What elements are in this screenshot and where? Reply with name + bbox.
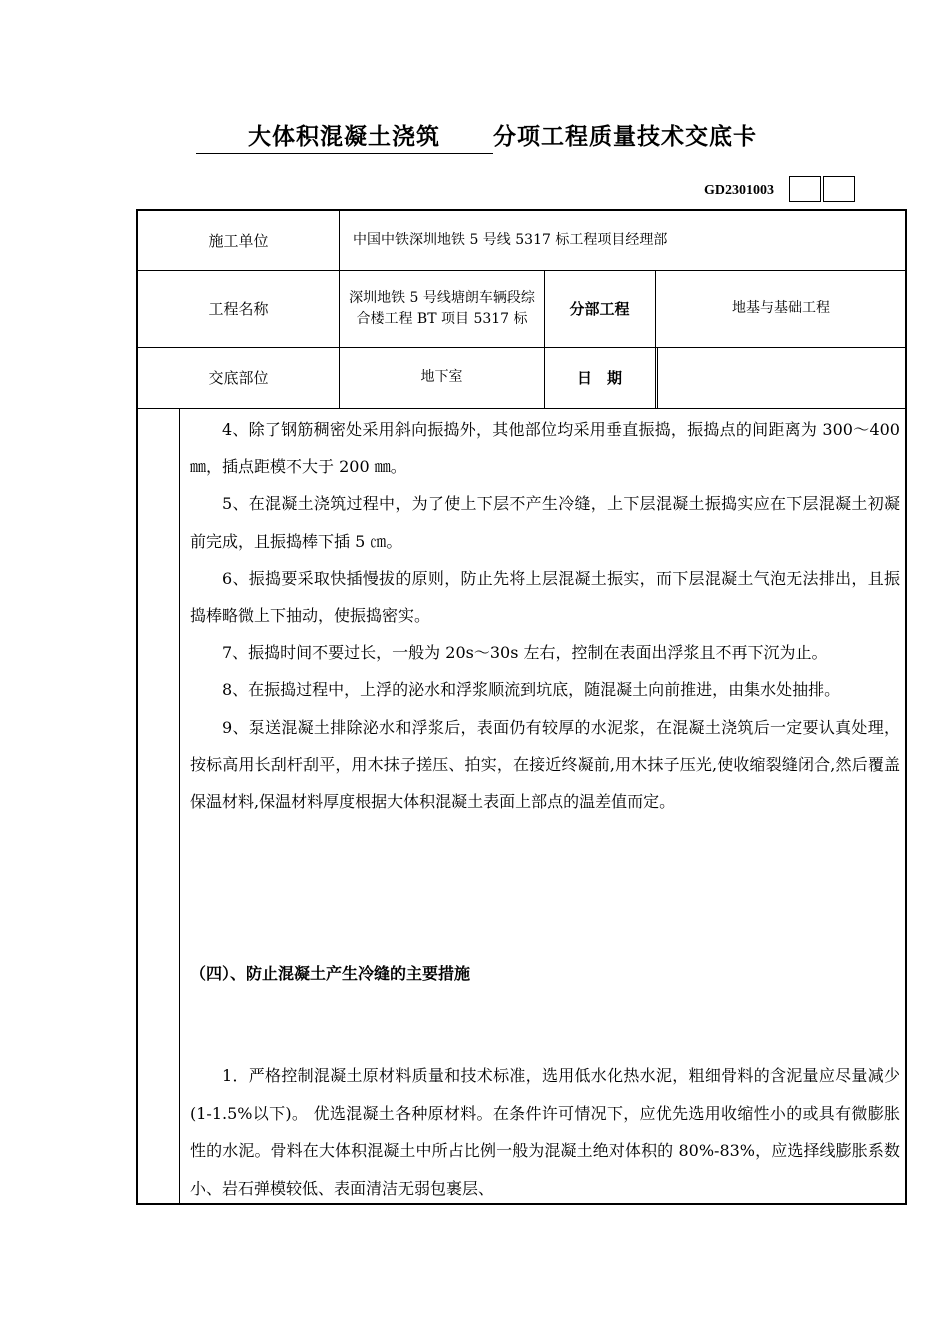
paragraph-9: 9、泵送混凝土排除泌水和浮浆后，表面仍有较厚的水泥浆，在混凝土浇筑后一定要认真处理，按标高用长刮杆刮平，用木抹子搓压、拍实，在接近终凝前,用木抹子压光,使收缩裂缝闭合,然后覆盖保温材料,保温材料厚度根据大体积混凝土表面上部点的温差值而定。 xyxy=(190,717,900,812)
project-name-value: 深圳地铁 5 号线塘朗车辆段综合楼工程 BT 项目 5317 标 xyxy=(349,289,535,327)
date-label: 日 期 xyxy=(576,369,622,387)
disclosure-location-value: 地下室 xyxy=(420,369,463,385)
construction-unit-value: 中国中铁深圳地铁 5 号线 5317 标工程项目经理部 xyxy=(353,232,668,248)
row-divider xyxy=(138,408,905,409)
section-heading: （四）、防止混凝土产生冷缝的主要措施 xyxy=(190,964,471,983)
disclosure-body xyxy=(190,411,900,820)
document-title xyxy=(0,118,950,158)
paragraph-5: 5、在混凝土浇筑过程中，为了使上下层不产生冷缝，上下层混凝土振捣实应在下层混凝土初凝前完成，且振捣棒下插 5 ㎝。 xyxy=(190,494,900,551)
measure-1: 1．严格控制混凝土原材料质量和技术标准，选用低水化热水泥，粗细骨料的含泥量应尽量减少(1-1.5%以下)。 优选混凝土各种原材料。在条件许可情况下，应优先选用收缩性小的或具有微膨胀性的水泥。骨料在大体积混凝土中所占比例一般为混凝土绝对体积的 80%-83%，应选择线膨胀系数小、岩石弹模较低、表面清洁无弱包裹层、 xyxy=(190,1066,900,1198)
title-subject: 大体积混凝土浇筑 xyxy=(248,124,440,150)
margin-column-divider xyxy=(179,408,180,1205)
paragraph-8: 8、在振捣过程中，上浮的泌水和浮浆顺流到坑底，随混凝土向前推进，由集水处抽排。 xyxy=(222,680,841,700)
code-box-2 xyxy=(823,176,855,202)
project-name-label: 工程名称 xyxy=(208,300,269,318)
title-underline xyxy=(196,153,493,154)
document-code: GD2301003 xyxy=(704,183,774,198)
paragraph-4: 4、除了钢筋稠密处采用斜向振捣外，其他部位均采用垂直振捣，振捣点的间距离为 300～400 ㎜，插点距模不大于 200 ㎜。 xyxy=(190,420,900,477)
measures-body xyxy=(190,1057,900,1207)
disclosure-location-label: 交底部位 xyxy=(208,369,269,387)
sub-project-label: 分部工程 xyxy=(569,300,630,318)
paragraph-7: 7、振捣时间不要过长，一般为 20s～30s 左右，控制在表面出浮浆且不再下沉为止。 xyxy=(222,643,828,663)
date-value xyxy=(657,347,907,408)
disclosure-table xyxy=(136,209,907,1205)
sub-project-value: 地基与基础工程 xyxy=(732,300,830,316)
title-card-name: 分项工程质量技术交底卡 xyxy=(493,124,757,150)
paragraph-6: 6、振捣要采取快插慢拔的原则，防止先将上层混凝土振实，而下层混凝土气泡无法排出，且振捣棒略微上下抽动，使振捣密实。 xyxy=(190,568,900,626)
code-box-1 xyxy=(789,176,821,202)
construction-unit-label: 施工单位 xyxy=(208,232,269,250)
